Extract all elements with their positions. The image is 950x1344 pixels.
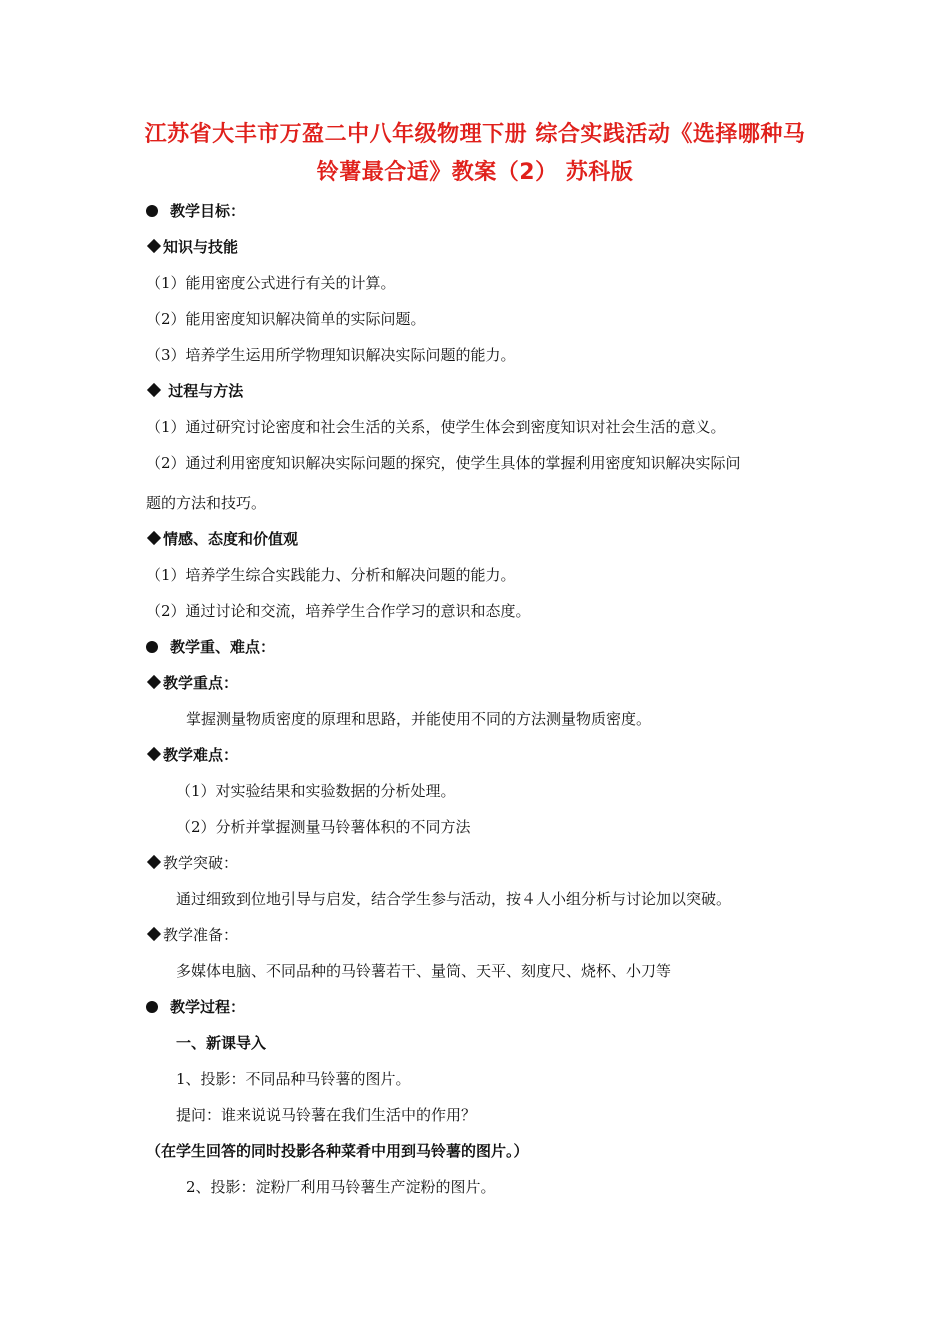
section-1-heading: 一、新课导入 (176, 1034, 267, 1052)
document-title-line-1: 江苏省大丰市万盈二中八年级物理下册 综合实践活动《选择哪种马 (144, 122, 806, 147)
preparation-heading-text: 教学准备： (163, 926, 239, 944)
section-1-note: （在学生回答的同时投影各种菜肴中用到马铃薯的图片。） (146, 1142, 529, 1160)
teaching-process-heading-text: 教学过程： (170, 998, 246, 1016)
breakthrough-heading (146, 852, 238, 874)
breakthrough-text: 通过细致到位地引导与启发，结合学生参与活动，按４人小组分析与讨论加以突破。 (176, 890, 732, 908)
diamond-icon (147, 239, 161, 253)
bullet-icon (146, 641, 158, 653)
section-1-item-2: 提问：谁来说说马铃薯在我们生活中的作用？ (176, 1106, 477, 1124)
knowledge-item-3: （3）培养学生运用所学物理知识解决实际问题的能力。 (146, 346, 516, 364)
preparation-heading (146, 924, 238, 946)
difficult-heading (146, 744, 238, 766)
diamond-icon (147, 927, 161, 941)
diamond-icon (147, 675, 161, 689)
key-text: 掌握测量物质密度的原理和思路，并能使用不同的方法测量物质密度。 (186, 710, 652, 728)
process-item-1: （1）通过研究讨论密度和社会生活的关系，使学生体会到密度知识对社会生活的意义。 (146, 418, 726, 436)
diamond-icon (147, 747, 161, 761)
knowledge-item-1: （1）能用密度公式进行有关的计算。 (146, 274, 396, 292)
objectives-heading (146, 200, 245, 222)
process-heading (146, 380, 243, 402)
emotion-item-2: （2）通过讨论和交流，培养学生合作学习的意识和态度。 (146, 602, 531, 620)
key-heading-text: 教学重点： (163, 674, 239, 692)
difficult-heading-text: 教学难点： (163, 746, 239, 764)
key-heading (146, 672, 238, 694)
difficult-item-1: （1）对实验结果和实验数据的分析处理。 (176, 782, 456, 800)
preparation-text: 多媒体电脑、不同品种的马铃薯若干、量筒、天平、刻度尺、烧杯、小刀等 (176, 962, 672, 980)
process-item-2-continued: 题的方法和技巧。 (146, 494, 267, 512)
document-title-line-2: 铃薯最合适》教案（2） 苏科版 (316, 160, 634, 185)
emotion-heading-text: 情感、态度和价值观 (163, 530, 299, 548)
emotion-heading (146, 528, 298, 550)
diamond-icon (147, 855, 161, 869)
objectives-heading-text: 教学目标： (170, 202, 246, 220)
knowledge-heading-text: 知识与技能 (163, 238, 239, 256)
key-difficult-heading-text: 教学重、难点： (170, 638, 276, 656)
knowledge-heading (146, 236, 238, 258)
bullet-icon (146, 1001, 158, 1013)
teaching-process-heading (146, 996, 245, 1018)
key-difficult-heading (146, 636, 275, 658)
breakthrough-heading-text: 教学突破： (163, 854, 239, 872)
section-1-item-1: 1、投影：不同品种马铃薯的图片。 (176, 1070, 411, 1088)
diamond-icon (147, 531, 161, 545)
process-heading-text: 过程与方法 (163, 382, 244, 400)
emotion-item-1: （1）培养学生综合实践能力、分析和解决问题的能力。 (146, 566, 516, 584)
section-1-item-3: 2、投影：淀粉厂利用马铃薯生产淀粉的图片。 (186, 1178, 496, 1196)
diamond-icon (147, 383, 161, 397)
process-item-2: （2）通过利用密度知识解决实际问题的探究，使学生具体的掌握利用密度知识解决实际问 (146, 454, 741, 472)
bullet-icon (146, 205, 158, 217)
difficult-item-2: （2）分析并掌握测量马铃薯体积的不同方法 (176, 818, 471, 836)
knowledge-item-2: （2）能用密度知识解决简单的实际问题。 (146, 310, 426, 328)
